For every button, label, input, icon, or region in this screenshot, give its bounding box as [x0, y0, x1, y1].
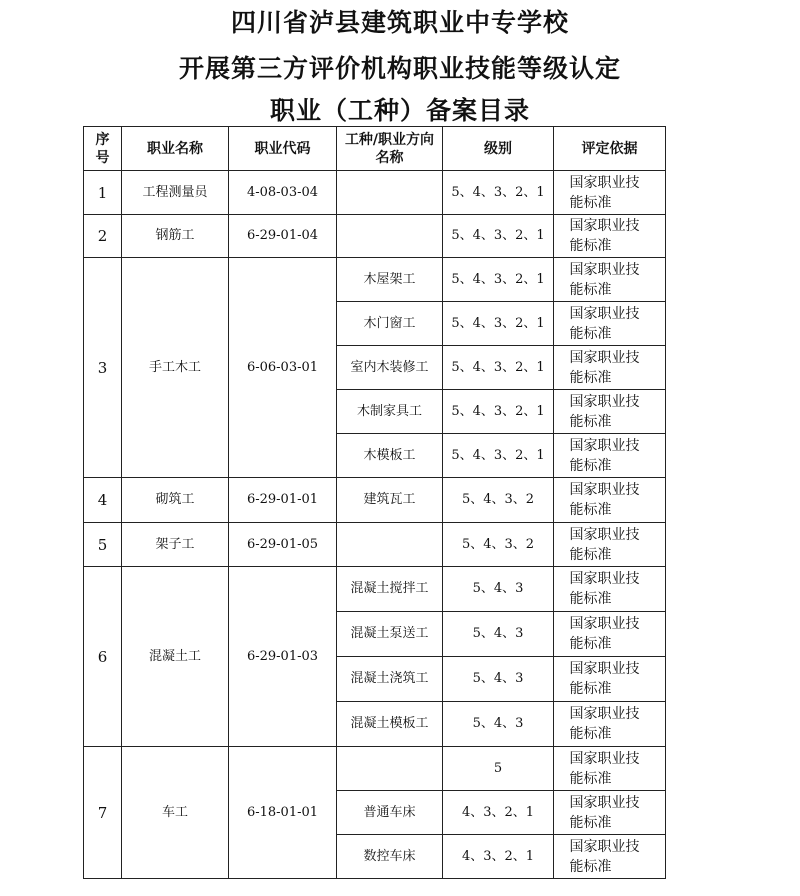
- cell-occupation-code: 6-18-01-01: [229, 747, 337, 879]
- cell-level: 5、4、3: [443, 567, 554, 612]
- cell-no: 6: [84, 567, 122, 747]
- cell-basis: [554, 302, 666, 346]
- cell-work-type: 木制家具工: [337, 390, 443, 434]
- cell-work-type: [337, 215, 443, 258]
- cell-work-type: 混凝土搅拌工: [337, 567, 443, 612]
- cell-level: 5、4、3、2、1: [443, 302, 554, 346]
- cell-work-type: 木模板工: [337, 434, 443, 478]
- basis-text: 国家职业技能标准: [569, 750, 640, 787]
- basis-text: 国家职业技能标准: [569, 349, 640, 386]
- cell-level: 5、4、3、2、1: [443, 434, 554, 478]
- cell-basis: [554, 612, 666, 657]
- cell-level: 5、4、3: [443, 702, 554, 747]
- cell-work-type: 室内木装修工: [337, 346, 443, 390]
- basis-text: 国家职业技能标准: [569, 393, 640, 430]
- cell-basis: [554, 657, 666, 702]
- table-row: [84, 215, 666, 258]
- cell-occupation-name: 混凝土工: [122, 567, 229, 747]
- cell-occupation-name: 砌筑工: [122, 478, 229, 523]
- cell-basis: [554, 390, 666, 434]
- cell-occupation-code: 6-29-01-04: [229, 215, 337, 258]
- cell-occupation-code: 6-29-01-05: [229, 523, 337, 567]
- cell-basis: [554, 702, 666, 747]
- header-basis: 评定依据: [554, 127, 666, 171]
- basis-text: 国家职业技能标准: [569, 571, 640, 607]
- cell-occupation-name: 工程测量员: [122, 171, 229, 215]
- cell-level: 5、4、3、2: [443, 478, 554, 523]
- cell-level: 5: [443, 747, 554, 791]
- cell-basis: [554, 434, 666, 478]
- cell-occupation-name: 架子工: [122, 523, 229, 567]
- basis-text: 国家职业技能标准: [569, 526, 640, 563]
- table-row: [84, 258, 666, 302]
- cell-no: 3: [84, 258, 122, 478]
- cell-level: 5、4、3、2: [443, 523, 554, 567]
- cell-level: 5、4、3、2、1: [443, 346, 554, 390]
- basis-text: 国家职业技能标准: [569, 661, 640, 697]
- table-row: [84, 747, 666, 791]
- basis-text: 国家职业技能标准: [569, 218, 640, 254]
- table-row: [84, 523, 666, 567]
- cell-work-type: 混凝土浇筑工: [337, 657, 443, 702]
- cell-work-type: 普通车床: [337, 791, 443, 835]
- cell-occupation-name: 钢筋工: [122, 215, 229, 258]
- cell-level: 5、4、3、2、1: [443, 171, 554, 215]
- cell-basis: [554, 215, 666, 258]
- cell-work-type: 混凝土模板工: [337, 702, 443, 747]
- basis-text: 国家职业技能标准: [569, 437, 640, 474]
- cell-basis: [554, 747, 666, 791]
- header-level: 级别: [443, 127, 554, 171]
- cell-no: 2: [84, 215, 122, 258]
- title-line-1: 四川省泸县建筑职业中专学校: [230, 8, 569, 37]
- basis-text: 国家职业技能标准: [569, 482, 640, 518]
- cell-basis: [554, 478, 666, 523]
- title-line-2: 开展第三方评价机构职业技能等级认定: [178, 54, 621, 83]
- cell-basis: [554, 346, 666, 390]
- cell-basis: [554, 835, 666, 879]
- cell-work-type: 木屋架工: [337, 258, 443, 302]
- cell-work-type: 混凝土泵送工: [337, 612, 443, 657]
- occupation-table: [83, 126, 666, 879]
- cell-work-type: 建筑瓦工: [337, 478, 443, 523]
- cell-level: 5、4、3、2、1: [443, 258, 554, 302]
- header-work-type: 工种/职业方向名称: [337, 127, 443, 171]
- cell-occupation-name: 车工: [122, 747, 229, 879]
- basis-text: 国家职业技能标准: [569, 838, 640, 875]
- cell-level: 4、3、2、1: [443, 835, 554, 879]
- header-occupation-code: 职业代码: [229, 127, 337, 171]
- cell-work-type: 数控车床: [337, 835, 443, 879]
- cell-work-type: [337, 523, 443, 567]
- cell-level: 5、4、3、2、1: [443, 215, 554, 258]
- table-row: [84, 171, 666, 215]
- cell-no: 4: [84, 478, 122, 523]
- cell-no: 7: [84, 747, 122, 879]
- cell-occupation-code: 6-29-01-01: [229, 478, 337, 523]
- header-occupation-name: 职业名称: [122, 127, 229, 171]
- title-line-3: 职业（工种）备案目录: [269, 96, 530, 125]
- cell-work-type: [337, 747, 443, 791]
- table-row: [84, 478, 666, 523]
- cell-level: 5、4、3、2、1: [443, 390, 554, 434]
- table-row: [84, 567, 666, 612]
- basis-text: 国家职业技能标准: [569, 261, 640, 298]
- cell-level: 4、3、2、1: [443, 791, 554, 835]
- cell-level: 5、4、3: [443, 612, 554, 657]
- cell-no: 5: [84, 523, 122, 567]
- cell-no: 1: [84, 171, 122, 215]
- header-no: 序号: [84, 127, 122, 171]
- basis-text: 国家职业技能标准: [569, 794, 640, 831]
- cell-basis: [554, 523, 666, 567]
- cell-occupation-code: 6-06-03-01: [229, 258, 337, 478]
- cell-occupation-code: 6-29-01-03: [229, 567, 337, 747]
- cell-basis: [554, 791, 666, 835]
- cell-basis: [554, 258, 666, 302]
- cell-level: 5、4、3: [443, 657, 554, 702]
- basis-text: 国家职业技能标准: [569, 706, 640, 742]
- basis-text: 国家职业技能标准: [569, 616, 640, 652]
- cell-work-type: 木门窗工: [337, 302, 443, 346]
- cell-occupation-name: 手工木工: [122, 258, 229, 478]
- basis-text: 国家职业技能标准: [569, 305, 640, 342]
- cell-occupation-code: 4-08-03-04: [229, 171, 337, 215]
- cell-work-type: [337, 171, 443, 215]
- basis-text: 国家职业技能标准: [569, 174, 640, 211]
- cell-basis: [554, 171, 666, 215]
- table-header-row: [84, 127, 666, 171]
- cell-basis: [554, 567, 666, 612]
